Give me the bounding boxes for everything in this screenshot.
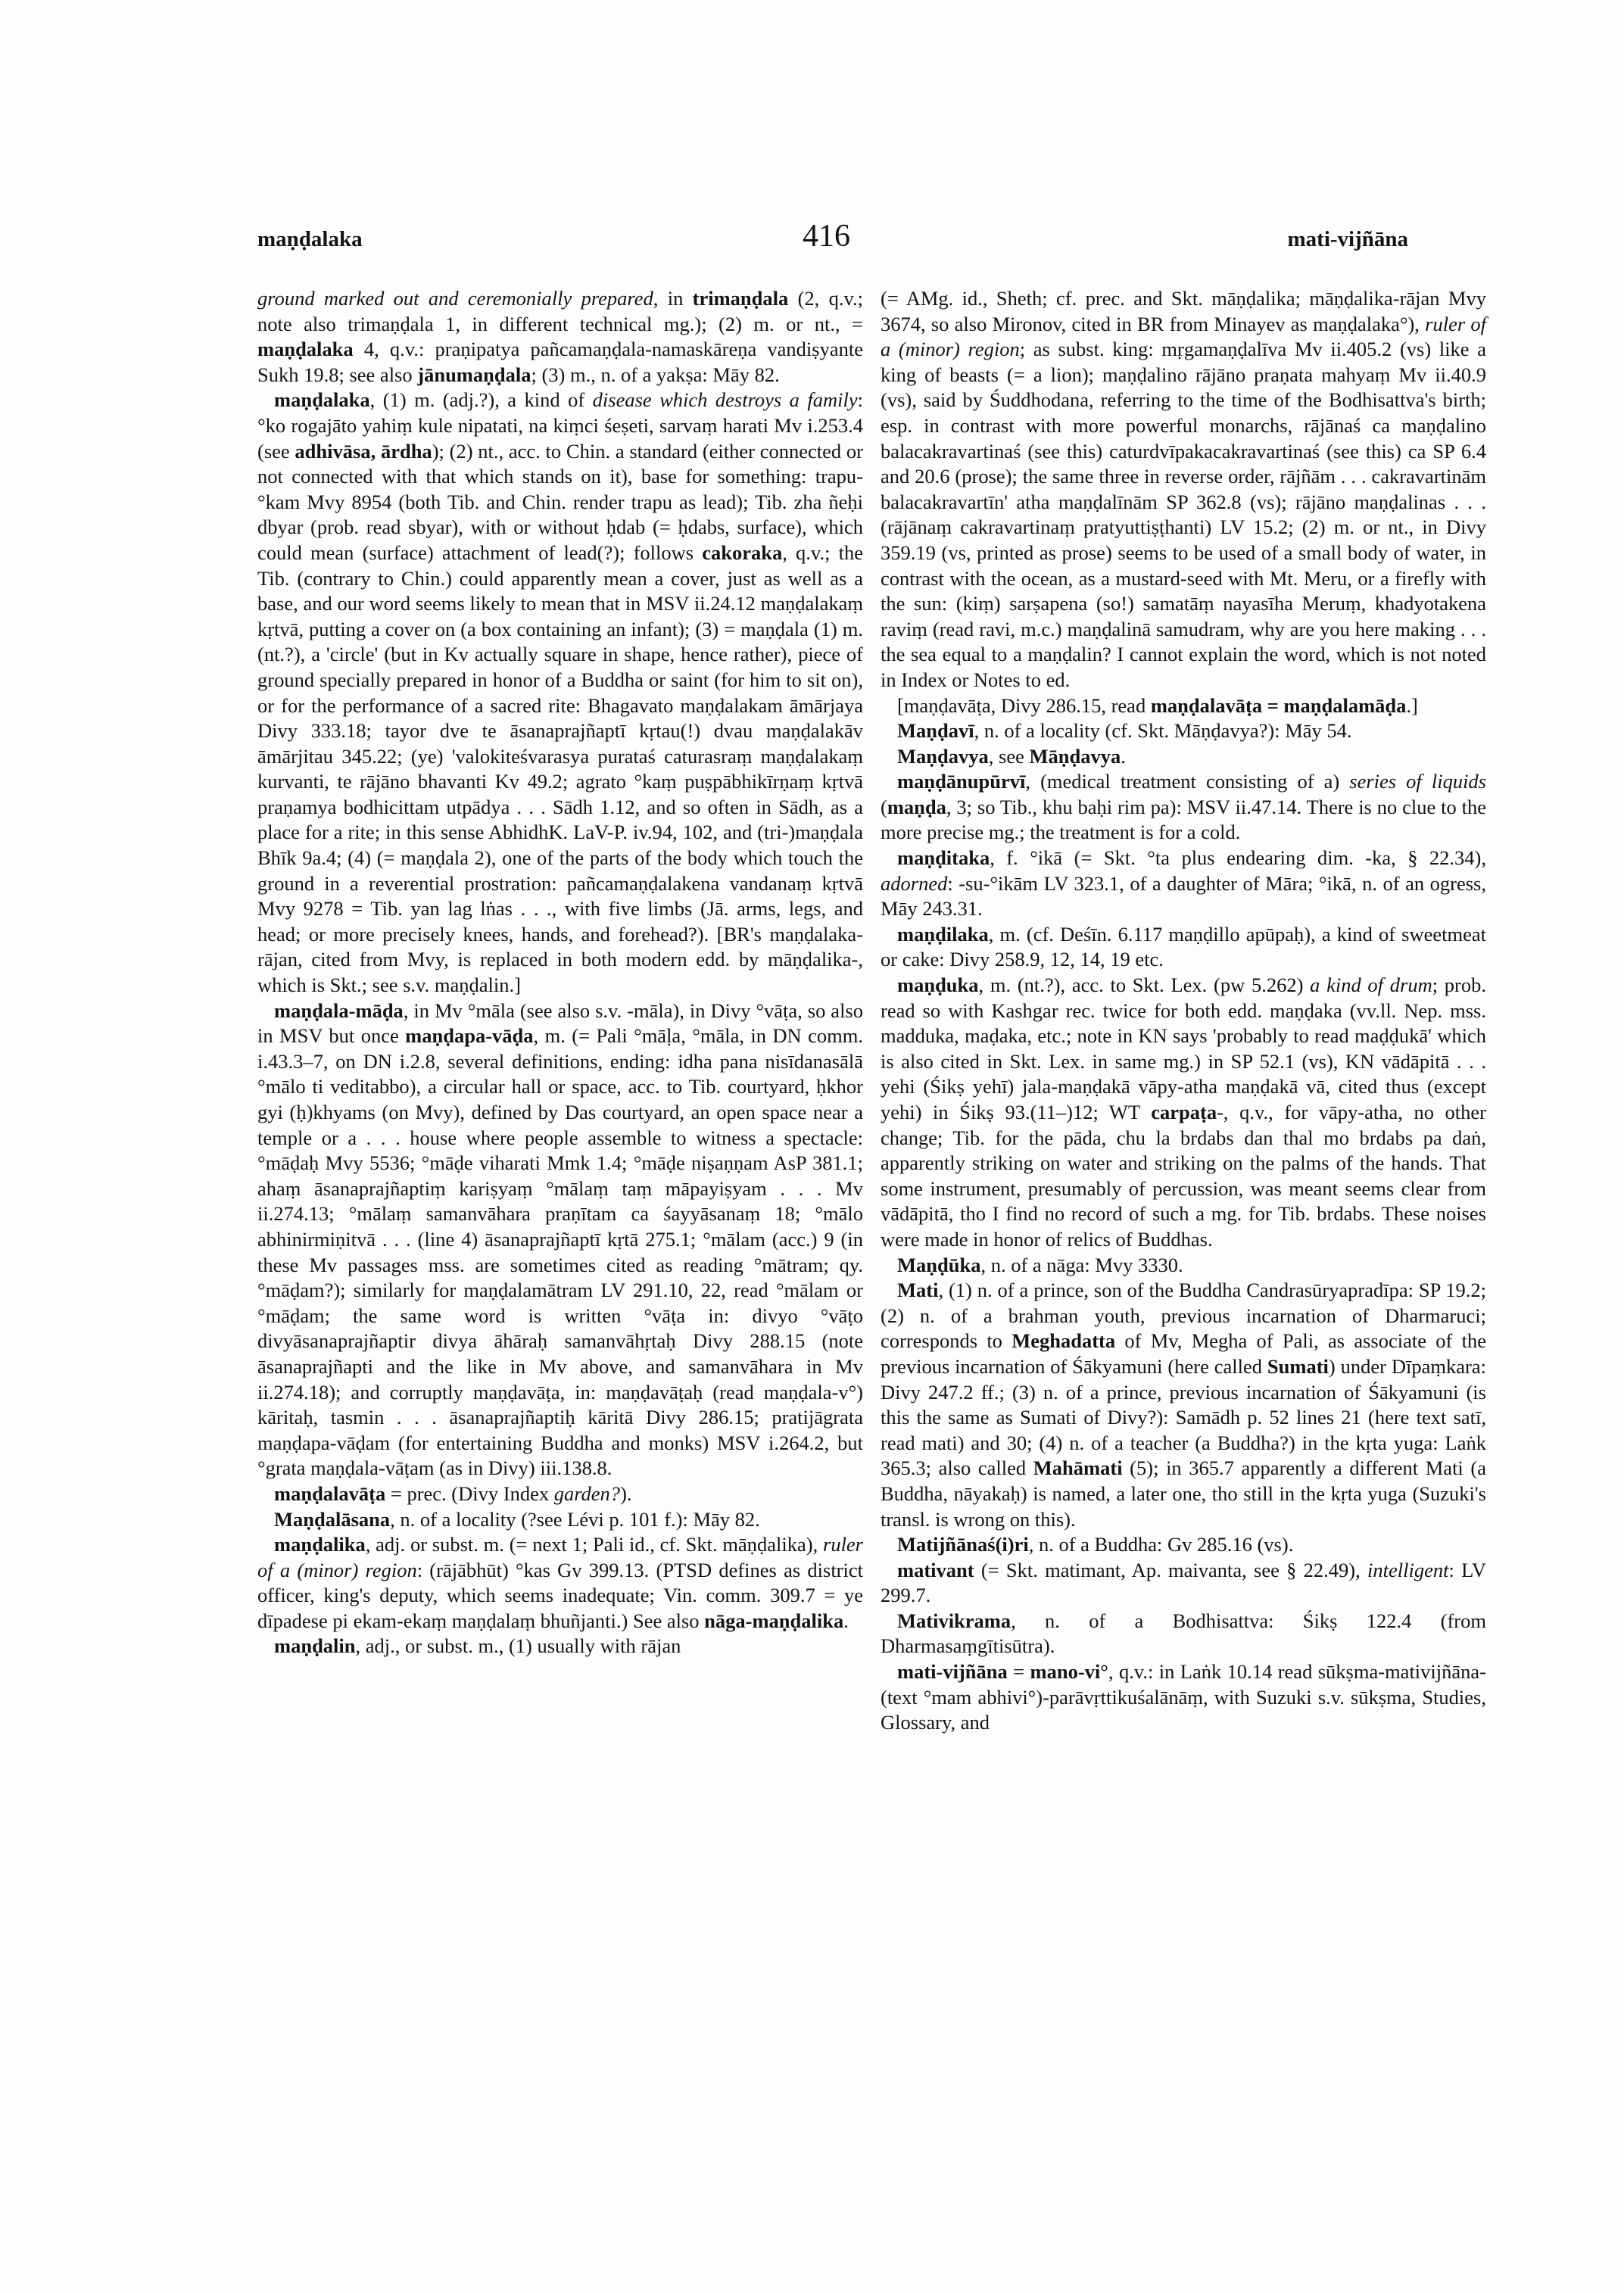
entry-text: standard (either connected or not connected with that which stands on it), base for something: trapu-°kam Mvy 8954 (both Tib. and Chin. render trapu as lead); Tib. zha ñeḥi dbyar (prob. read sbyar), with or without ḥdab (= ḥdabs, surface), which could mean (surface) attachment of lead(?); follows xyxy=(257,439,863,564)
entry-headword: maṇḍitaka xyxy=(897,846,990,870)
entry-text: (2, q.v.; note also trimaṇḍala 1, in different technical mg.); (2) m. or nt., = xyxy=(257,287,864,335)
dictionary-entry xyxy=(881,1253,1486,1279)
entry-gloss: ruler of a (minor) region xyxy=(257,1533,863,1581)
entry-text: : (rājābhūt) °kas Gv 399.13. (PTSD defines as district officer, king's deputy, which seems inadequate; Vin. comm. 309.7 = ye dīpadese pi ekam-ekaṃ maṇḍalaṃ bhuñjanti.) See also xyxy=(257,1558,863,1632)
entry-text: , n. of a Buddha: Gv 285.16 (vs). xyxy=(1028,1533,1294,1556)
left-running-headword: maṇḍalaka xyxy=(257,227,363,251)
entry-text: . xyxy=(843,1609,849,1632)
entry-text: (= Skt. matimant, Ap. maivanta, see § 22.49), xyxy=(974,1558,1367,1581)
dictionary-entry xyxy=(881,1659,1486,1736)
entry-gloss: garden? xyxy=(553,1481,621,1505)
entry-text: , in Mv °māla (see also s.v. -māla), in Divy °vāṭa, so also in MSV but once xyxy=(257,999,863,1048)
entry-crossref: trimaṇḍala xyxy=(692,287,789,310)
entry-headword: Matijñānaś(i)ri xyxy=(897,1533,1029,1556)
entry-crossref: nāga-maṇḍalika xyxy=(704,1609,844,1632)
entry-headword: maṇḍala-māḍa xyxy=(274,999,404,1022)
entry-text: : °ko rogajāto yahiṃ kule nipatati, na kiṃci śeṣeti, sarvaṃ harati Mv i.253.4 (see xyxy=(257,388,864,463)
entry-text: , m. (= Pali °māḷa, °māla, in DN comm. i.43.3–7, on DN i.2.8, several definitions, ending: idha pana nisīdanasālā °mālo ti veditabbo), a circular hall or space, acc. to Tib. courtyard, ḥkhor gyi (ḥ)khyams (on Mvy), defined by Das courtyard, an open space near a temple or a . . . house where people assemble to witness a spectacle: °māḍaḥ Mvy 5536; °māḍe viharati Mmk 1.4; °māḍe niṣaṇṇam AsP 381.1; ahaṃ āsanaprajñaptiṃ kariṣyaṃ °mālaṃ taṃ māpayiṣyam . . . Mv ii.274.13; °mālaṃ samanvāhara praṇītam ca śayyāsanaṃ 18; °mālo abhinirmiṇitvā . . . (line 4) āsanaprajñaptī kṛtā 275.1; °mālam (acc.) 9 (in these Mv passages mss. are sometimes cited as reading °mātram; qy. °māḍam?); similarly for maṇḍalamātram LV 291.10, 22, read °mālam or °māḍam; the same word is written °vāṭa in: divyo °vāṭo divyāsanaprajñaptir divya āhāraḥ samanvāhṛtaḥ Divy 288.15 (note āsanaprajñapti and the like in Mv above, and samanvāhara in Mv ii.274.18); and corruptly maṇḍavāṭa, in: maṇḍavāṭaḥ (read maṇḍala-v°) kāritaḥ, tasmin . . . āsanaprajñaptiḥ kāritā Divy 286.15; pratijāgrata maṇḍapa-vāḍam (for entertaining Buddha and monks) MSV i.264.2, but °grata maṇḍala-vāṭam (as in Divy) iii.138.8. xyxy=(257,1024,863,1480)
dictionary-entry xyxy=(257,1481,863,1507)
entry-text: , q.v.: in Laṅk 10.14 read sūkṣma-mativijñāna-(text °mam abhivi°)-parāvṛttikuśalānāṃ, with Suzuki s.v. sūkṣma, Studies, Glossary, and xyxy=(881,1660,1486,1734)
entry-text: : LV 299.7. xyxy=(881,1558,1486,1607)
entry-text: , in xyxy=(653,287,693,310)
entry-text: 4, q.v.: praṇipatya pañcamaṇḍala-namaskāreṇa vandiṣyante Sukh 19.8; see also xyxy=(257,338,863,386)
entry-text: , q.v.; the Tib. (contrary to Chin.) could apparently mean a cover, just as well as a base, and our word seems likely to mean that in MSV ii.24.12 maṇḍalakaṃ kṛtvā, putting a cover on (a box containing an infant); (3) = maṇḍala (1) m. (nt.?), a 'circle' (but in Kv actually square in shape, hence rather), piece of ground specially prepared in honor of a Buddha or saint (for him to sit on), or for the performance of a sacred rite: Bhagavato maṇḍalakam āmārjaya Divy 333.18; tayor dve te āsanaprajñaptī kṛtau(!) dvau maṇḍalakāv āmārjitau 345.22; (ye) 'valokiteśvarasya purataś caturasraṃ maṇḍalakaṃ kurvanti, te rājāno bhavanti Kv 49.2; agrato °kaṃ puṣpābhikīrṇaṃ kṛtvā praṇamya bodhicittam utpādya . . . Sādh 1.12, and so often in Sādh, as a place for a rite; in this sense AbhidhK. LaV-P. iv.94, 102, and (tri-)maṇḍala Bhīk 9a.4; (4) (= maṇḍala 2), one of the parts of the body which touch the ground in a reverential prostration: pañcamaṇḍalakena vandanaṃ kṛtvā Mvy 9278 = Tib. yan lag lṅas . . ., with five limbs (Jā. arms, legs, and head; or more precisely knees, hands, and forehead?). [BR's maṇḍalaka-rājan, cited from Mvy, is replaced in both modern edd. by māṇḍalika-, which is Skt.; see s.v. maṇḍalin.] xyxy=(257,541,863,997)
entry-crossref: maṇḍa xyxy=(887,795,946,818)
entry-headword: maṇḍilaka xyxy=(897,922,989,946)
entry-headword: maṇḍalika xyxy=(274,1533,366,1556)
entry-text: , (medical treatment consisting of a) xyxy=(1025,770,1350,793)
entry-text: ). xyxy=(620,1481,632,1505)
entry-text: . xyxy=(1121,744,1126,768)
entry-text: , adj., or subst. m., (1) usually with rājan xyxy=(355,1634,681,1658)
entry-text: ( xyxy=(881,795,887,818)
entry-text: ); (2) nt., acc. to Chin. a xyxy=(432,439,630,463)
entry-crossref: Sumati xyxy=(1267,1354,1329,1378)
entry-text: , n. of a locality (?see Lévi p. 101 f.): Māy 82. xyxy=(390,1507,760,1531)
entry-gloss: a kind of drum xyxy=(1310,974,1432,997)
entry-text: , n. of a Bodhisattva: Śikṣ 122.4 (from Dharmasaṃgītisūtra). xyxy=(881,1609,1486,1658)
entry-crossref: Māṇḍavya xyxy=(1029,744,1121,768)
entry-text: , n. of a nāga: Mvy 3330. xyxy=(980,1253,1183,1276)
entry-text: (= AMg. id., Sheth; cf. prec. and Skt. māṇḍalika; māṇḍalika-rājan Mvy 3674, so also Mironov, cited in BR from Minayev as maṇḍalaka°), xyxy=(881,287,1486,335)
dictionary-entry xyxy=(881,1558,1486,1609)
dictionary-entry xyxy=(257,286,863,388)
entry-text: (5); in 365.7 apparently a different Mati (a Buddha, nāyakaḥ) is named, a later one, tho still in the kṛta yuga (Suzuki's transl. is wrong on this). xyxy=(881,1456,1486,1531)
dictionary-entry xyxy=(257,1634,863,1659)
entry-headword: maṇḍuka xyxy=(897,974,979,997)
dictionary-entry xyxy=(257,388,863,998)
entry-crossref: maṇḍalavāṭa = maṇḍalamāḍa xyxy=(1150,693,1407,717)
left-column xyxy=(257,286,863,1659)
entry-crossref: maṇḍapa-vāḍa xyxy=(405,1024,534,1048)
entry-crossref: cakoraka xyxy=(702,541,783,564)
entry-text: of Mv, Megha of Pali, as associate of the previous incarnation of Śākyamuni (here called xyxy=(881,1329,1486,1378)
entry-headword: Maṇḍavī xyxy=(897,719,974,743)
entry-text: , f. °ikā (= Skt. °ta plus endearing dim. -ka, § 22.34), xyxy=(990,846,1486,870)
entry-crossref: Meghadatta xyxy=(1011,1329,1116,1353)
entry-text: , m. (nt.?), acc. to Skt. Lex. (pw 5.262) xyxy=(978,974,1311,997)
entry-headword: Mativikrama xyxy=(897,1609,1011,1632)
entry-text: = xyxy=(1007,1660,1030,1684)
entry-text: .] xyxy=(1406,693,1418,717)
entry-text: ) under Dīpaṃkara: Divy 247.2 ff.; (3) n. of a prince, previous incarnation of Śākyamuni (is this the same as Sumati of Divy?): Samādh p. 52 lines 21 (here text satī, read mati) and 30; (4) n. of a teacher (a Buddha?) in the kṛta yuga: Laṅk 365.3; also called xyxy=(881,1354,1486,1480)
entry-crossref: adhivāsa, ārdha xyxy=(295,439,432,463)
entry-text: = prec. (Divy Index xyxy=(385,1481,554,1505)
entry-gloss: adorned xyxy=(881,871,948,895)
entry-text: ; prob. read so with Kashgar rec. twice for both edd. maṇḍaka (vv.ll. Nep. mss. madduka, maḍaka, etc.; note in KN says 'probably to read maḍḍukā' which is also cited in Skt. Lex. in same mg.) in SP 52.1 (vs), KN vādāpitā . . . yehi (Śikṣ yehī) jala-maṇḍakā vāpy-atha maṇḍakā vā, cited thus (except yehi) in Śikṣ 93.(11–)12; WT xyxy=(881,974,1486,1123)
dictionary-entry xyxy=(881,744,1486,770)
entry-headword: maṇḍalaka xyxy=(274,388,370,412)
dictionary-entry xyxy=(257,1507,863,1533)
running-header xyxy=(257,219,1446,265)
entry-gloss: intelligent xyxy=(1367,1558,1449,1581)
entry-gloss: ground marked out and ceremonially prepared xyxy=(257,287,653,310)
dictionary-entry xyxy=(881,1278,1486,1532)
entry-gloss: series of liquids xyxy=(1349,770,1486,793)
dictionary-entry xyxy=(881,846,1486,922)
entry-text: , m. (cf. Deśīn. 6.117 maṇḍillo apūpaḥ), a kind of sweetmeat or cake: Divy 258.9, 12, 14, 19 etc. xyxy=(881,922,1486,971)
entry-headword: maṇḍānupūrvī xyxy=(897,770,1026,793)
entry-text: , (1) n. of a prince, son of the Buddha Candrasūryapradīpa: SP 19.2; (2) n. of a brahman youth, previous incarnation of Dharmaruci; corresponds to xyxy=(881,1279,1486,1353)
entry-headword: Mati xyxy=(897,1279,939,1302)
entry-gloss: ruler of a (minor) region xyxy=(881,312,1486,361)
dictionary-entry xyxy=(881,693,1486,719)
dictionary-entry xyxy=(881,769,1486,846)
right-column xyxy=(881,286,1486,1736)
entry-text: , n. of a locality (cf. Skt. Māṇḍavya?): Māy 54. xyxy=(974,719,1352,743)
entry-headword: Maṇḍalāsana xyxy=(274,1507,391,1531)
entry-crossref: carpaṭa xyxy=(1151,1101,1217,1123)
entry-headword: maṇḍalavāṭa xyxy=(274,1481,386,1505)
entry-crossref: jānumaṇḍala xyxy=(417,363,531,386)
dictionary-entry xyxy=(881,1609,1486,1659)
entry-text: , see xyxy=(988,744,1030,768)
entry-text: -, q.v., for vāpy-atha, no other change; Tib. for the pāda, chu la brdabs dan thal mo brdabs pa daṅ, apparently striking on water and striking on the palms of the hands. That some instrument, presumably of percussion, was meant seems clear from vādāpitā, tho I find no record of such a mg. for Tib. brdabs. These noises were made in honor of relics of Buddhas. xyxy=(881,1101,1486,1251)
entry-headword: maṇḍalin xyxy=(274,1634,356,1658)
entry-crossref: mano-vi° xyxy=(1030,1660,1108,1684)
entry-text: ; as subst. king: mṛgamaṇḍalīva Mv ii.405.2 (vs) like a king of beasts (= a lion); maṇḍalino rājāno praṇata mahyaṃ Mv ii.40.9 (vs), said by Śuddhodana, referring to the time of the Bodhisattva's birth; esp. in contrast with more powerful monarchs, rājānaś ca maṇḍalino balacakravartinaś (see this) caturdvīpakacakravartinaś (see this) ca SP 6.4 and 20.6 (prose); the same three in reverse order, rājñām . . . cakravartinām balacakravartīn' atha maṇḍalīnām SP 362.8 (vs); rājāno maṇḍalinas . . . (rājānaṃ cakravartinaṃ pratyuttiṣṭhanti) LV 15.2; (2) m. or nt., in Divy 359.19 (vs, printed as prose) seems to be used of a small body of water, in contrast with the ocean, as a mustard-seed with Mt. Meru, or a firefly with the sun: (kiṃ) sarṣapena (so!) samatāṃ nayasīha Meruṃ, khadyotakena raviṃ (read ravi, m.c.) maṇḍalinā samudram, why are you here making . . . the sea equal to a maṇḍalin? I cannot explain the word, which is not noted in Index or Notes to ed. xyxy=(881,338,1486,691)
entry-gloss: disease which destroys a family xyxy=(592,388,858,412)
entry-text: : -su-°ikām LV 323.1, of a daughter of Māra; °ikā, n. of an ogress, Māy 243.31. xyxy=(881,871,1486,921)
dictionary-entry xyxy=(257,1532,863,1634)
entry-crossref: Mahāmati xyxy=(1033,1456,1123,1480)
dictionary-entry xyxy=(881,973,1486,1253)
dictionary-entry xyxy=(881,718,1486,744)
entry-text: , adj. or subst. m. (= next 1; Pali id., cf. Skt. māṇḍalika), xyxy=(365,1533,823,1556)
entry-text: ; (3) m., n. of a yakṣa: Māy 82. xyxy=(531,363,780,386)
entry-text: [maṇḍavāṭa, Divy 286.15, read xyxy=(897,693,1151,717)
dictionary-entry xyxy=(257,999,863,1481)
dictionary-entry xyxy=(881,286,1486,693)
entry-crossref: maṇḍalaka xyxy=(257,338,354,361)
dictionary-entry xyxy=(881,1532,1486,1558)
entry-headword: mati-vijñāna xyxy=(897,1660,1008,1684)
page-number: 416 xyxy=(803,219,850,254)
entry-text: , 3; so Tib., khu baḥi rim pa): MSV ii.47.14. There is no clue to the more precise mg.; the treatment is for a cold. xyxy=(881,795,1486,844)
entry-text: , (1) m. (adj.?), a kind of xyxy=(369,388,593,412)
entry-headword: mativant xyxy=(897,1558,974,1581)
dictionary-entry xyxy=(881,922,1486,973)
right-running-headword: mati-vijñāna xyxy=(1287,227,1408,251)
entry-headword: Maṇḍūka xyxy=(897,1253,981,1276)
entry-headword: Maṇḍavya xyxy=(897,744,989,768)
